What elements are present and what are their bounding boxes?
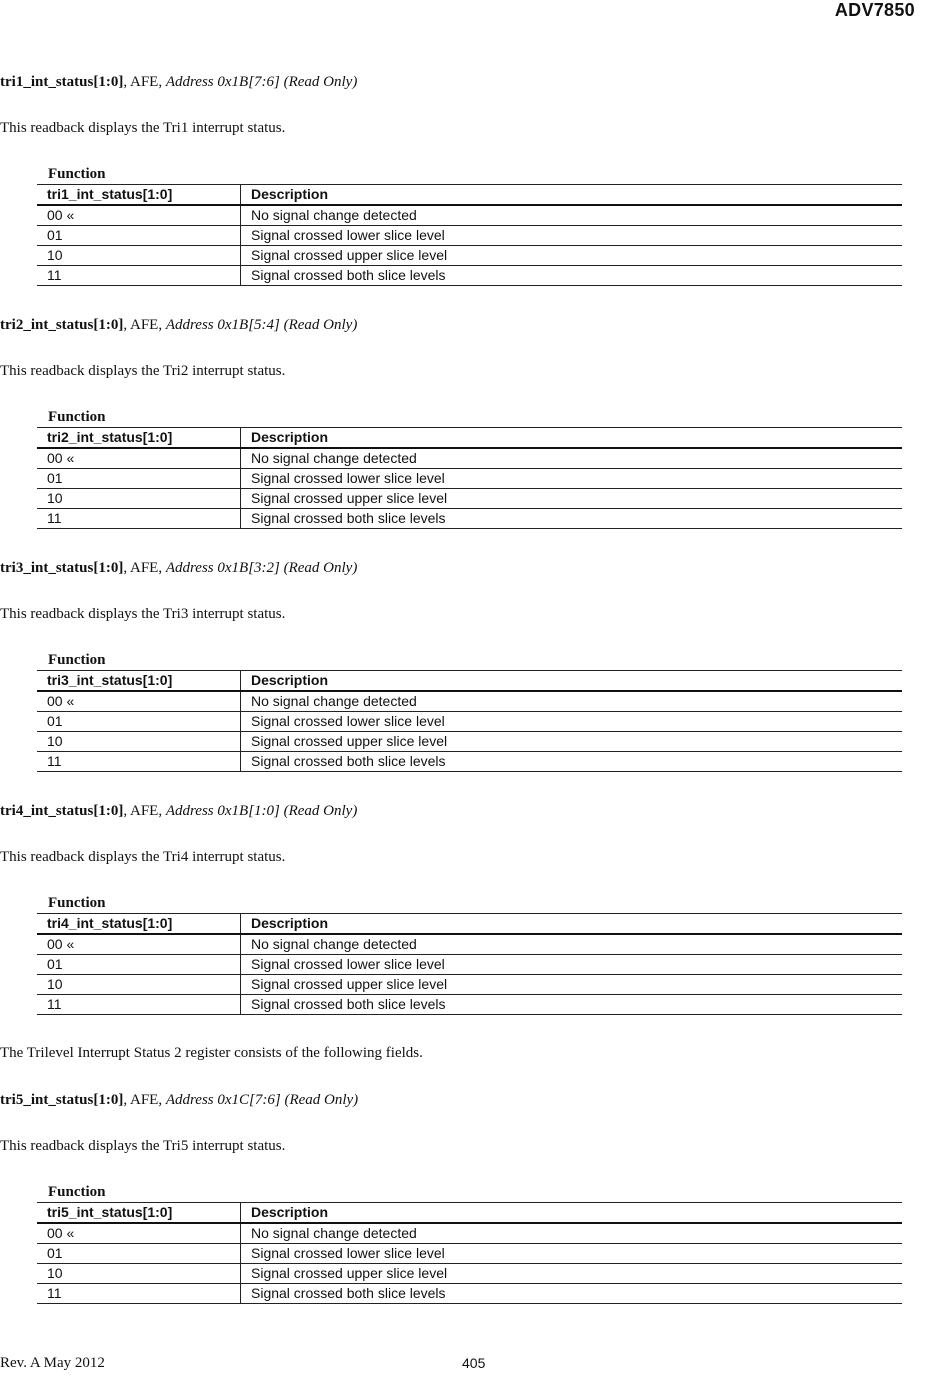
table-cell-value: 00 « (37, 205, 241, 226)
register-description: This readback displays the Tri5 interrupt status. (0, 1138, 286, 1154)
register-heading (0, 315, 902, 335)
table-row (37, 266, 902, 286)
table-header-row (37, 671, 902, 692)
table-cell-value: 10 (37, 1264, 241, 1284)
register-description: This readback displays the Tri4 interrupt status. (0, 849, 286, 865)
table-row (37, 934, 902, 955)
function-table (37, 184, 902, 286)
table-cell-description: No signal change detected (241, 691, 903, 712)
register-address: Address 0x1B[1:0] (Read Only) (165, 803, 358, 819)
column-header-description: Description (241, 1203, 903, 1224)
table-cell-value: 10 (37, 975, 241, 995)
table-cell-value: 01 (37, 1244, 241, 1264)
register-section-tri1 (0, 72, 902, 286)
table-cell-value: 10 (37, 489, 241, 509)
table-cell-description: Signal crossed lower slice level (241, 469, 903, 489)
table-cell-value: 10 (37, 732, 241, 752)
function-table (37, 1202, 902, 1304)
table-cell-description: Signal crossed upper slice level (241, 1264, 903, 1284)
table-cell-value: 01 (37, 226, 241, 246)
function-label: Function (48, 166, 106, 182)
table-cell-description: Signal crossed upper slice level (241, 732, 903, 752)
register-description: This readback displays the Tri3 interrupt status. (0, 606, 286, 622)
register-module: , AFE, (123, 560, 166, 576)
table-row (37, 752, 902, 772)
register-address: Address 0x1B[5:4] (Read Only) (165, 317, 358, 333)
table-cell-description: Signal crossed lower slice level (241, 955, 903, 975)
table-row (37, 226, 902, 246)
register-module: , AFE, (123, 803, 166, 819)
function-label: Function (48, 652, 106, 668)
table-row (37, 205, 902, 226)
table-header-row (37, 185, 902, 206)
table-row (37, 975, 902, 995)
register-heading (0, 72, 902, 92)
table-cell-value: 00 « (37, 1223, 241, 1244)
table-cell-description: Signal crossed lower slice level (241, 226, 903, 246)
register-module: , AFE, (123, 74, 166, 90)
register-section-tri3 (0, 558, 902, 772)
column-header-value: tri1_int_status[1:0] (37, 185, 241, 206)
table-cell-value: 10 (37, 246, 241, 266)
table-cell-value: 11 (37, 995, 241, 1015)
table-cell-value: 11 (37, 1284, 241, 1304)
table-cell-value: 11 (37, 266, 241, 286)
table-cell-value: 11 (37, 509, 241, 529)
table-row (37, 1284, 902, 1304)
table-cell-value: 00 « (37, 691, 241, 712)
register-section-tri5 (0, 1090, 902, 1304)
table-row (37, 509, 902, 529)
column-header-description: Description (241, 671, 903, 692)
table-row (37, 995, 902, 1015)
register-address: Address 0x1B[3:2] (Read Only) (165, 560, 358, 576)
register-name: tri4_int_status[1:0] (0, 803, 124, 819)
table-cell-description: Signal crossed lower slice level (241, 1244, 903, 1264)
register-name: tri1_int_status[1:0] (0, 74, 124, 90)
column-header-value: tri3_int_status[1:0] (37, 671, 241, 692)
table-cell-description: Signal crossed upper slice level (241, 975, 903, 995)
table-row (37, 691, 902, 712)
table-row (37, 1223, 902, 1244)
table-cell-description: No signal change detected (241, 934, 903, 955)
column-header-description: Description (241, 428, 903, 449)
table-cell-value: 01 (37, 469, 241, 489)
table-cell-value: 01 (37, 712, 241, 732)
register-description: This readback displays the Tri1 interrupt status. (0, 120, 286, 136)
table-cell-value: 00 « (37, 934, 241, 955)
table-row (37, 489, 902, 509)
register-heading (0, 1090, 902, 1110)
table-row (37, 1244, 902, 1264)
table-cell-description: Signal crossed upper slice level (241, 246, 903, 266)
register-module: , AFE, (123, 317, 166, 333)
register-section-tri4 (0, 801, 902, 1015)
table-header-row (37, 428, 902, 449)
footer-revision: Rev. A May 2012 (0, 1355, 105, 1371)
footer-page-number: 405 (462, 1355, 486, 1371)
column-header-value: tri2_int_status[1:0] (37, 428, 241, 449)
register-section-tri2 (0, 315, 902, 529)
table-cell-description: Signal crossed lower slice level (241, 712, 903, 732)
table-cell-description: Signal crossed both slice levels (241, 266, 903, 286)
register-address: Address 0x1C[7:6] (Read Only) (165, 1092, 359, 1108)
function-table (37, 427, 902, 529)
column-header-value: tri5_int_status[1:0] (37, 1203, 241, 1224)
register-intro-note: The Trilevel Interrupt Status 2 register consists of the following fields. (0, 1045, 423, 1061)
table-cell-description: No signal change detected (241, 205, 903, 226)
register-description: This readback displays the Tri2 interrupt status. (0, 363, 286, 379)
column-header-value: tri4_int_status[1:0] (37, 914, 241, 935)
register-address: Address 0x1B[7:6] (Read Only) (165, 74, 358, 90)
document-header-title: ADV7850 (834, 0, 915, 20)
table-cell-description: Signal crossed both slice levels (241, 995, 903, 1015)
table-cell-description: No signal change detected (241, 1223, 903, 1244)
table-cell-description: Signal crossed both slice levels (241, 752, 903, 772)
table-cell-description: Signal crossed upper slice level (241, 489, 903, 509)
table-row (37, 448, 902, 469)
table-cell-value: 00 « (37, 448, 241, 469)
register-name: tri3_int_status[1:0] (0, 560, 124, 576)
function-label: Function (48, 895, 106, 911)
table-header-row (37, 1203, 902, 1224)
table-cell-description: Signal crossed both slice levels (241, 1284, 903, 1304)
register-name: tri5_int_status[1:0] (0, 1092, 124, 1108)
table-header-row (37, 914, 902, 935)
function-table (37, 913, 902, 1015)
table-cell-description: No signal change detected (241, 448, 903, 469)
table-row (37, 712, 902, 732)
column-header-description: Description (241, 914, 903, 935)
function-label: Function (48, 1184, 106, 1200)
table-row (37, 246, 902, 266)
table-row (37, 955, 902, 975)
function-label: Function (48, 409, 106, 425)
table-cell-description: Signal crossed both slice levels (241, 509, 903, 529)
table-row (37, 1264, 902, 1284)
table-row (37, 732, 902, 752)
register-module: , AFE, (123, 1092, 166, 1108)
table-row (37, 469, 902, 489)
register-heading (0, 558, 902, 578)
register-heading (0, 801, 902, 821)
table-cell-value: 01 (37, 955, 241, 975)
register-name: tri2_int_status[1:0] (0, 317, 124, 333)
function-table (37, 670, 902, 772)
column-header-description: Description (241, 185, 903, 206)
table-cell-value: 11 (37, 752, 241, 772)
